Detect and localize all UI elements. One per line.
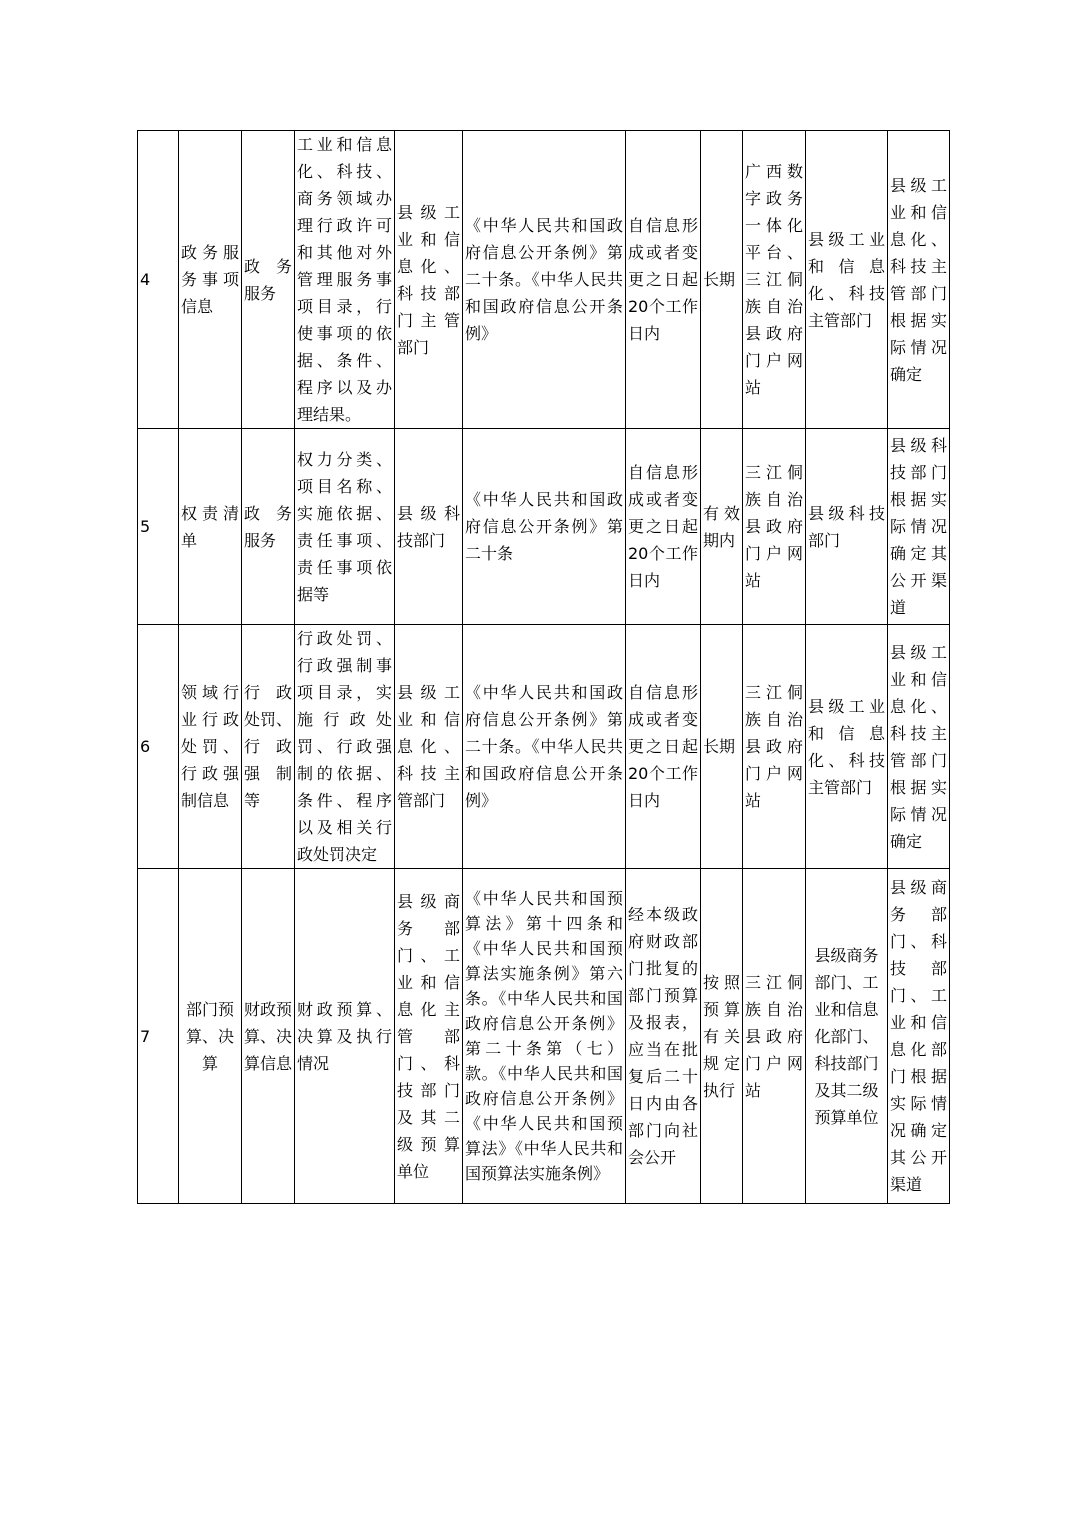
time-limit: 经本级政府财政部门批复的部门预算及报表，应当在批复后二十日内由各部门向社会公开 — [626, 869, 701, 1204]
legal-basis: 《中华人民共和国政府信息公开条例》第二十条。《中华人民共和国政府信息公开条例》 — [463, 131, 626, 429]
row-number: 5 — [138, 429, 179, 625]
channel: 广西数字政务一体化平台、三江侗族自治县政府门户网站 — [743, 131, 806, 429]
legal-basis: 《中华人民共和国政府信息公开条例》第二十条。《中华人民共和国政府信息公开条例》 — [463, 625, 626, 869]
note: 县级工业和信息化、科技主管部门根据实际情况确定 — [888, 131, 950, 429]
subject: 县级工业和信息化、科技主管部门 — [806, 131, 888, 429]
subject: 县级商务部门、工业和信息化部门、科技部门及其二级预算单位 — [806, 869, 888, 1204]
table-row — [138, 869, 950, 1204]
subject: 县级工业和信息化、科技主管部门 — [806, 625, 888, 869]
period: 按照预算有关规定执行 — [701, 869, 743, 1204]
table-row — [138, 429, 950, 625]
item-name: 权责清单 — [179, 429, 242, 625]
legal-basis: 《中华人民共和国预算法》第十四条和《中华人民共和国预算法实施条例》第六条。《中华人民共和国政府信息公开条例》第二十条第（七）款。《中华人民共和国政府信息公开条例》《中华人民共和国预算法》《中华人民共和国预算法实施条例》 — [463, 869, 626, 1204]
content: 工业和信息化、科技、商务领域办理行政许可和其他对外管理服务事项目录，行使事项的依据、条件、程序以及办理结果。 — [295, 131, 395, 429]
category: 政 务服务 — [242, 131, 295, 429]
channel: 三江侗族自治县政府门户网站 — [743, 869, 806, 1204]
category: 政 务服务 — [242, 429, 295, 625]
department: 县级商务部门、工业和信息化主管部门、科技部门及其二级预算单位 — [395, 869, 463, 1204]
row-number: 6 — [138, 625, 179, 869]
legal-basis: 《中华人民共和国政府信息公开条例》第二十条 — [463, 429, 626, 625]
subject: 县级科技部门 — [806, 429, 888, 625]
category: 财政预算、决算信息 — [242, 869, 295, 1204]
note: 县级科技部门根据实际情况确定其公开渠道 — [888, 429, 950, 625]
content: 行政处罚、行政强制事项目录，实施行政处罚、行政强制的依据、条件、程序以及相关行政处罚决定 — [295, 625, 395, 869]
table-row — [138, 625, 950, 869]
channel: 三江侗族自治县政府门户网站 — [743, 625, 806, 869]
disclosure-table — [137, 130, 950, 1204]
time-limit: 自信息形成或者变更之日起20个工作日内 — [626, 131, 701, 429]
department: 县级工业和信息化、科技部门主管部门 — [395, 131, 463, 429]
department: 县级工业和信息化、科技主管部门 — [395, 625, 463, 869]
note: 县级商务部门、科技部门、工业和信息化部门根据实际情况确定其公开渠道 — [888, 869, 950, 1204]
content: 权力分类、项目名称、实施依据、责任事项、责任事项依据等 — [295, 429, 395, 625]
row-number: 7 — [138, 869, 179, 1204]
content: 财政预算、决算及执行情况 — [295, 869, 395, 1204]
time-limit: 自信息形成或者变更之日起20个工作日内 — [626, 429, 701, 625]
item-name: 部门预算、决算 — [179, 869, 242, 1204]
channel: 三江侗族自治县政府门户网站 — [743, 429, 806, 625]
table-row — [138, 131, 950, 429]
note: 县级工业和信息化、科技主管部门根据实际情况确定 — [888, 625, 950, 869]
period: 有效期内 — [701, 429, 743, 625]
row-number: 4 — [138, 131, 179, 429]
department: 县级科技部门 — [395, 429, 463, 625]
time-limit: 自信息形成或者变更之日起20个工作日内 — [626, 625, 701, 869]
item-name: 政务服务事项信息 — [179, 131, 242, 429]
item-name: 领域行业行政处罚、行政强制信息 — [179, 625, 242, 869]
period: 长期 — [701, 625, 743, 869]
period: 长期 — [701, 131, 743, 429]
category: 行 政处罚、行 政强 制等 — [242, 625, 295, 869]
